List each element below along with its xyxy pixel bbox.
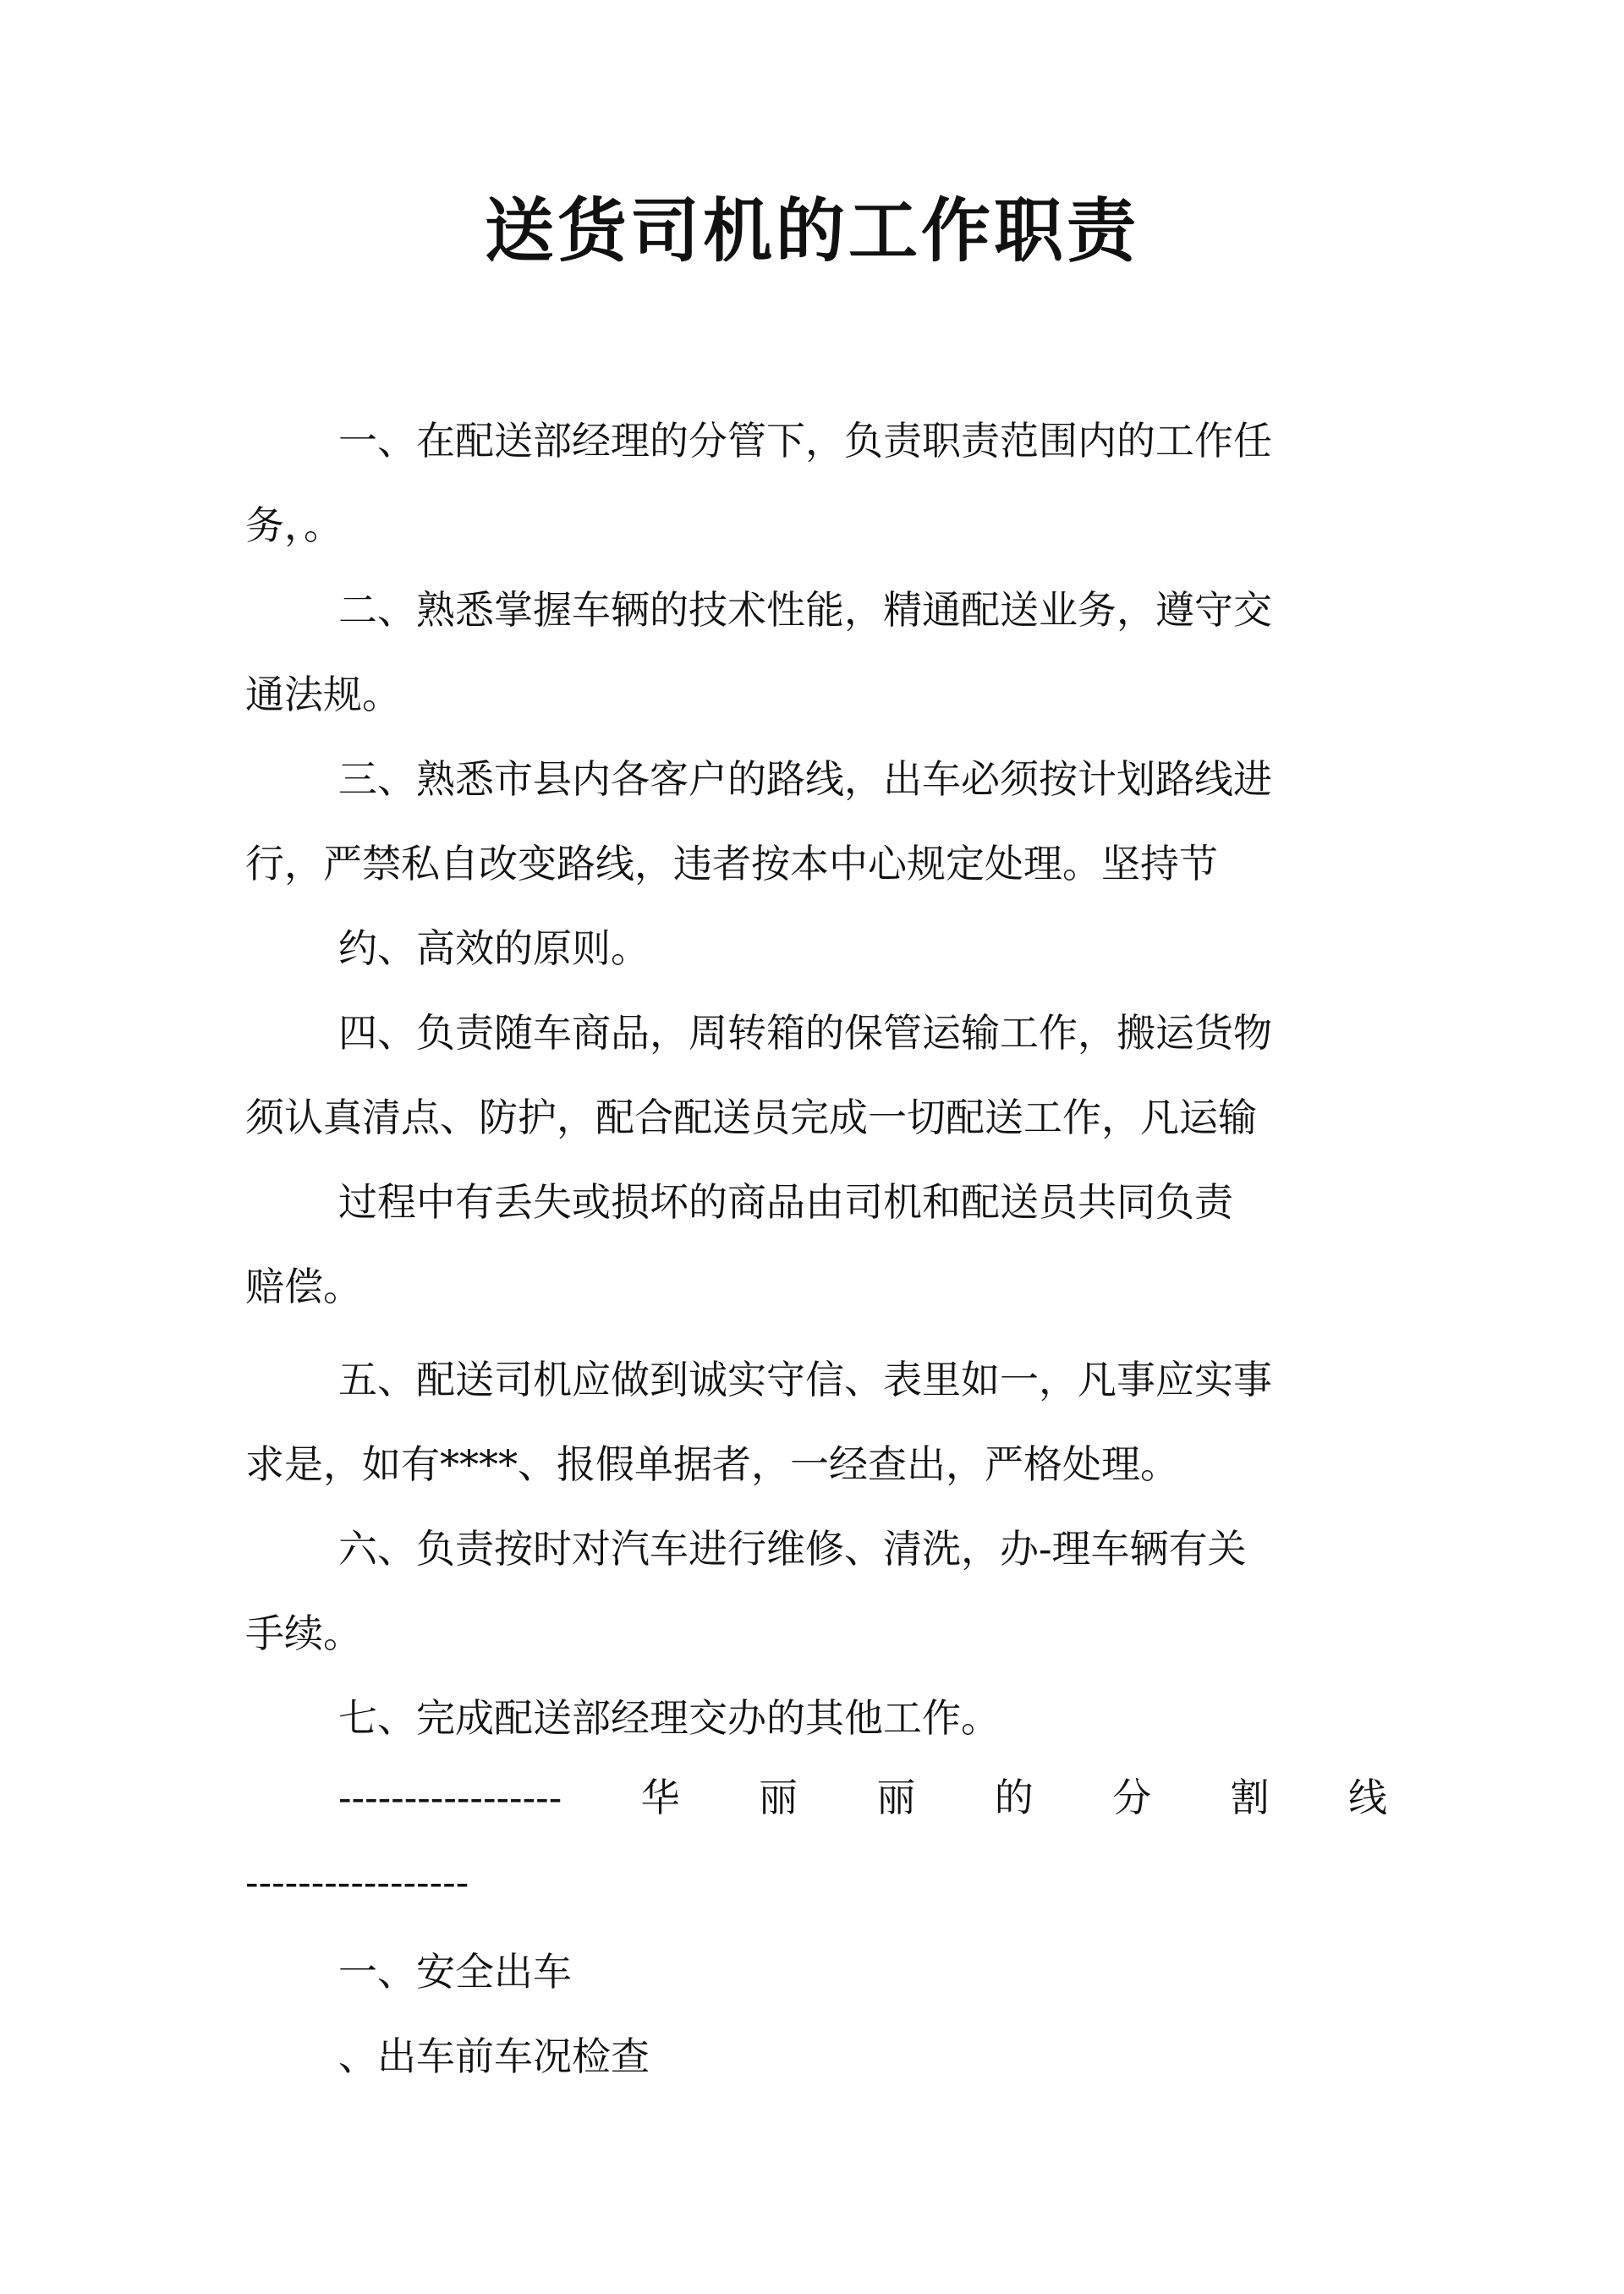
- divider-trailing-dashes: -----------------: [245, 1859, 469, 1905]
- paragraph-line: 三、熟悉市县内各客户的路线，出车必须按计划路线进: [338, 756, 1272, 802]
- divider-char: 的: [994, 1775, 1034, 1820]
- divider-char: 分: [1112, 1775, 1152, 1820]
- paragraph-line: 求是，如有****、报假单据者，一经查出，严格处理。: [245, 1441, 1179, 1487]
- paragraph-line: 行，严禁私自改变路线，违者按本中心规定处理。坚持节: [245, 841, 1218, 886]
- subsection-heading: 、出车前车况检查: [338, 2033, 650, 2079]
- paragraph-line: 过程中有丢失或损坏的商品由司机和配送员共同负责: [338, 1179, 1233, 1225]
- decorative-divider: [338, 1775, 1387, 1820]
- document-title: 送货司机的工作职责: [484, 190, 1139, 272]
- paragraph-line: 四、负责随车商品，周转箱的保管运输工作，搬运货物: [338, 1010, 1272, 1056]
- section-heading: 一、安全出车: [338, 1949, 572, 1995]
- paragraph-line: 二、熟悉掌握车辆的技术性能，精通配送业务，遵守交: [338, 587, 1272, 633]
- paragraph-line: 须认真清点、防护，配合配送员完成一切配送工作，凡运输: [245, 1095, 1257, 1140]
- paragraph-line: 务，。: [245, 502, 343, 548]
- paragraph-line: 赔偿。: [245, 1264, 362, 1309]
- divider-char: 线: [1347, 1775, 1387, 1820]
- divider-char: 丽: [759, 1775, 798, 1820]
- paragraph-line: 手续。: [245, 1611, 362, 1656]
- divider-char: 丽: [876, 1775, 916, 1820]
- divider-dashes: -----------------: [338, 1775, 562, 1820]
- divider-char: 割: [1230, 1775, 1270, 1820]
- paragraph-line: 六、负责按时对汽车进行维修、清洗，办-理车辆有关: [338, 1526, 1247, 1572]
- paragraph-line: 通法规。: [245, 672, 401, 717]
- divider-char: 华: [640, 1775, 680, 1820]
- paragraph-line: 七、完成配送部经理交办的其他工作。: [338, 1695, 1000, 1741]
- paragraph-line: 五、配送司机应做到诚实守信、表里如一，凡事应实事: [338, 1357, 1272, 1402]
- paragraph-line: 约、高效的原则。: [338, 925, 650, 971]
- paragraph-line: 一、在配送部经理的分管下，负责职责范围内的工作任: [338, 418, 1272, 464]
